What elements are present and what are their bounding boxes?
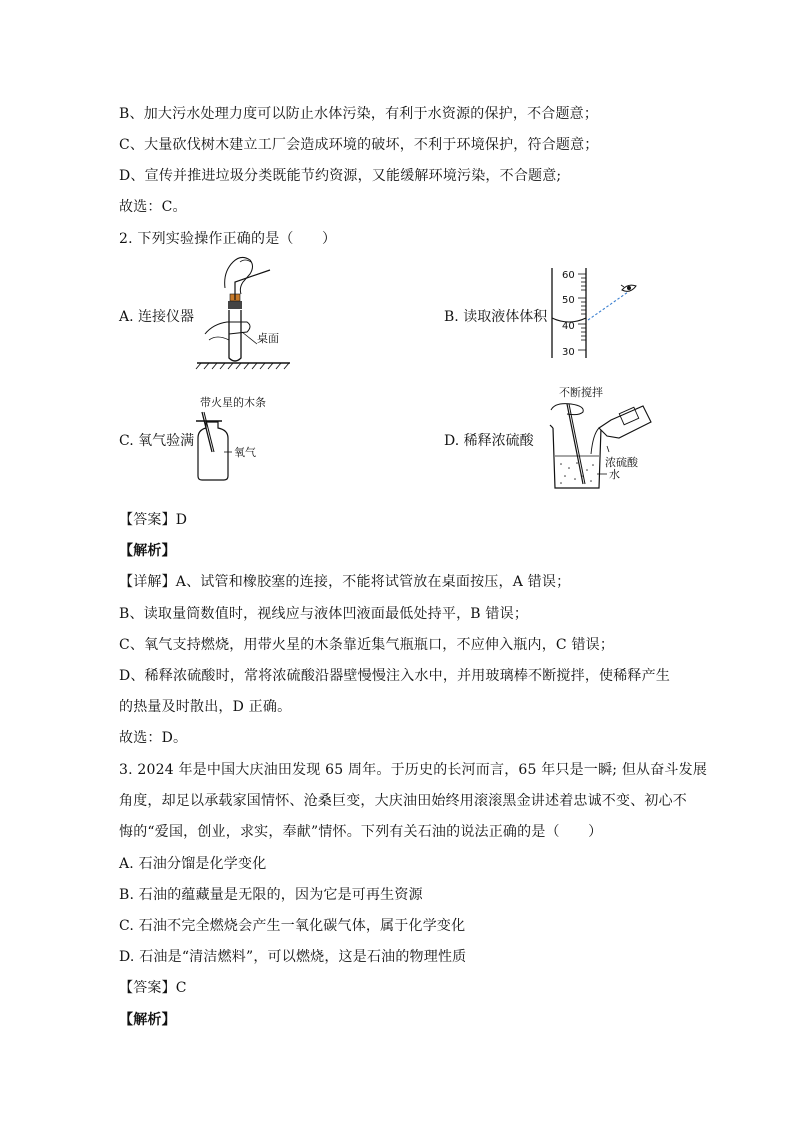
- answer-q3: 【答案】C: [119, 980, 187, 996]
- option-line: C. 石油不完全燃烧会产生一氧化碳气体，属于化学变化: [119, 918, 466, 934]
- analysis-line: 【详解】A、试管和橡胶塞的连接，不能将试管放在桌面按压，A 错误；: [119, 574, 571, 590]
- option-line: D. 石油是“清洁燃料”，可以燃烧，这是石油的物理性质: [119, 949, 467, 965]
- label-stir: 不断搅拌: [559, 386, 603, 399]
- label-oxygen: 氧气: [234, 446, 256, 459]
- analysis-line: D、稀释浓硫酸时，常将浓硫酸沿器壁慢慢注入水中，并用玻璃棒不断搅拌，使稀释产生: [119, 668, 671, 684]
- tick-label: 50: [562, 295, 575, 306]
- option-a-label: A. 连接仪器: [119, 309, 195, 325]
- label-glowing-stick: 带火星的木条: [200, 396, 266, 409]
- figure-d-dilute-acid: [547, 384, 667, 494]
- tick-label: 60: [562, 270, 575, 281]
- analysis-line: B、读取量筒数值时，视线应与液体凹液面最低处持平，B 错误；: [119, 606, 529, 622]
- label-water: 水: [609, 468, 620, 481]
- question-2-stem: 2. 下列实验操作正确的是（ ）: [119, 231, 337, 247]
- analysis-heading: 【解析】: [119, 543, 176, 559]
- text-line: D、宣传并推进垃圾分类既能节约资源，又能缓解环境污染，不合题意;: [119, 168, 562, 184]
- figure-b-read-cylinder: [548, 266, 648, 360]
- analysis-line: 故选：D。: [119, 730, 188, 746]
- analysis-line: C、氧气支持燃烧，用带火星的木条靠近集气瓶瓶口，不应伸入瓶内，C 错误；: [119, 637, 615, 653]
- figure-c-oxygen-test: [194, 390, 294, 482]
- option-line: A. 石油分馏是化学变化: [119, 856, 267, 872]
- option-b-label: B. 读取液体体积: [444, 309, 548, 325]
- label-concentrated-acid: 浓硫酸: [605, 456, 638, 469]
- label-table: 桌面: [257, 332, 279, 345]
- question-3-stem: 3. 2024 年是中国大庆油田发现 65 周年。于历史的长河而言，65 年只是一瞬; 但从奋斗发展: [119, 762, 708, 778]
- text-line: C、大量砍伐树木建立工厂会造成环境的破坏，不利于环境保护，符合题意；: [119, 137, 599, 153]
- question-3-stem: 角度，却足以承载家国情怀、沧桑巨变，大庆油田始终用滚滚黑金讲述着忠诚不变、初心不: [119, 793, 687, 809]
- figure-a-connect-apparatus: [195, 252, 295, 370]
- text-line: B、加大污水处理力度可以防止水体污染，有利于水资源的保护，不合题意；: [119, 106, 599, 122]
- option-line: B. 石油的蕴藏量是无限的，因为它是可再生资源: [119, 887, 423, 903]
- analysis-heading: 【解析】: [119, 1012, 176, 1028]
- tick-label: 40: [562, 321, 575, 332]
- answer-q2: 【答案】D: [119, 512, 188, 528]
- tick-label: 30: [562, 347, 575, 358]
- question-3-stem: 悔的“爱国，创业，求实，奉献”情怀。下列有关石油的说法正确的是（ ）: [119, 824, 603, 840]
- text-line: 故选：C。: [119, 199, 187, 215]
- option-c-label: C. 氧气验满: [119, 433, 195, 449]
- analysis-line: 的热量及时散出，D 正确。: [119, 699, 292, 715]
- option-d-label: D. 稀释浓硫酸: [444, 433, 534, 449]
